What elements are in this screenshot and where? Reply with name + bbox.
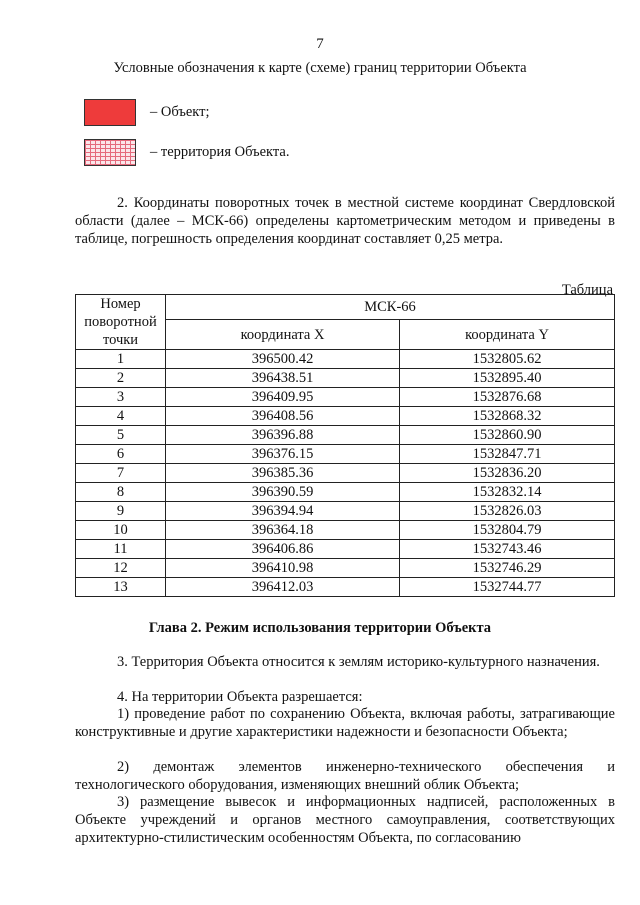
cell-y: 1532868.32 — [400, 407, 615, 426]
cell-x: 396438.51 — [166, 369, 400, 388]
cell-number: 11 — [76, 540, 166, 559]
legend-item-object — [84, 99, 210, 126]
cell-x: 396364.18 — [166, 521, 400, 540]
cell-y: 1532836.20 — [400, 464, 615, 483]
cell-number: 5 — [76, 426, 166, 445]
cell-y: 1532746.29 — [400, 559, 615, 578]
cell-y: 1532832.14 — [400, 483, 615, 502]
table-row — [76, 540, 615, 559]
cell-number: 12 — [76, 559, 166, 578]
cell-x: 396385.36 — [166, 464, 400, 483]
table-row — [76, 502, 615, 521]
cell-y: 1532847.71 — [400, 445, 615, 464]
cell-number: 6 — [76, 445, 166, 464]
cell-y: 1532805.62 — [400, 350, 615, 369]
legend-label-territory: – территория Объекта. — [150, 144, 290, 160]
cell-x: 396396.88 — [166, 426, 400, 445]
cell-x: 396412.03 — [166, 578, 400, 597]
cell-y: 1532743.46 — [400, 540, 615, 559]
cell-y: 1532895.40 — [400, 369, 615, 388]
list-item-1: 1) проведение работ по сохранению Объекта, включая работы, затрагивающие конструктивные и другие характеристики надежности и безопасности Объекта; — [75, 706, 615, 740]
cell-x: 396390.59 — [166, 483, 400, 502]
table-row — [76, 407, 615, 426]
list-item-2: 2) демонтаж элементов инженерно-технического обеспечения и технологического оборудования, изменяющих внешний облик Объекта; — [75, 759, 615, 793]
object-fill-swatch — [84, 99, 136, 126]
paragraph-2: 2. Координаты поворотных точек в местной системе координат Свердловской области (далее – МСК-66) определены картометрическим методом и приведены в таблице, погрешность определения координат составляет 0,25 метра. — [75, 195, 615, 247]
cell-x: 396376.15 — [166, 445, 400, 464]
cell-y: 1532826.03 — [400, 502, 615, 521]
table-row — [76, 521, 615, 540]
cell-number: 10 — [76, 521, 166, 540]
paragraph-4: 4. На территории Объекта разрешается: — [117, 689, 363, 705]
header-coordinate-system: МСК-66 — [166, 295, 615, 320]
table-caption: Таблица — [561, 282, 613, 298]
cell-y: 1532876.68 — [400, 388, 615, 407]
cell-y: 1532744.77 — [400, 578, 615, 597]
cell-y: 1532860.90 — [400, 426, 615, 445]
cell-y: 1532804.79 — [400, 521, 615, 540]
page-number: 7 — [316, 36, 324, 52]
table-row — [76, 578, 615, 597]
legend-label-object: – Объект; — [150, 104, 210, 120]
header-x: координата X — [166, 320, 400, 350]
table-row — [76, 483, 615, 502]
legend-item-territory — [84, 139, 289, 166]
cell-number: 3 — [76, 388, 166, 407]
cell-x: 396500.42 — [166, 350, 400, 369]
paragraph-3: 3. Территория Объекта относится к землям историко-культурного назначения. — [117, 654, 600, 670]
cell-number: 8 — [76, 483, 166, 502]
table-row — [76, 388, 615, 407]
cell-x: 396408.56 — [166, 407, 400, 426]
table-row — [76, 369, 615, 388]
cell-x: 396410.98 — [166, 559, 400, 578]
legend-title: Условные обозначения к карте (схеме) границ территории Объекта — [113, 60, 527, 76]
list-item-3: 3) размещение вывесок и информационных надписей, расположенных в Объекте учреждений и органов местного самоуправления, соответствующих архитектурно-стилистическим особенностям Объекта, по согласованию — [75, 794, 615, 846]
cell-x: 396394.94 — [166, 502, 400, 521]
territory-hatch-swatch — [84, 139, 136, 166]
coordinates-table — [75, 294, 615, 597]
cell-number: 7 — [76, 464, 166, 483]
cell-number: 4 — [76, 407, 166, 426]
header-point-number: Номер поворотной точки — [76, 295, 166, 350]
table-row — [76, 426, 615, 445]
table-row — [76, 350, 615, 369]
cell-number: 13 — [76, 578, 166, 597]
cell-number: 1 — [76, 350, 166, 369]
cell-number: 9 — [76, 502, 166, 521]
chapter-title: Глава 2. Режим использования территории Объекта — [148, 620, 492, 636]
table-row — [76, 464, 615, 483]
cell-x: 396409.95 — [166, 388, 400, 407]
cell-x: 396406.86 — [166, 540, 400, 559]
cell-number: 2 — [76, 369, 166, 388]
table-row — [76, 445, 615, 464]
header-y: координата Y — [400, 320, 615, 350]
table-row — [76, 559, 615, 578]
